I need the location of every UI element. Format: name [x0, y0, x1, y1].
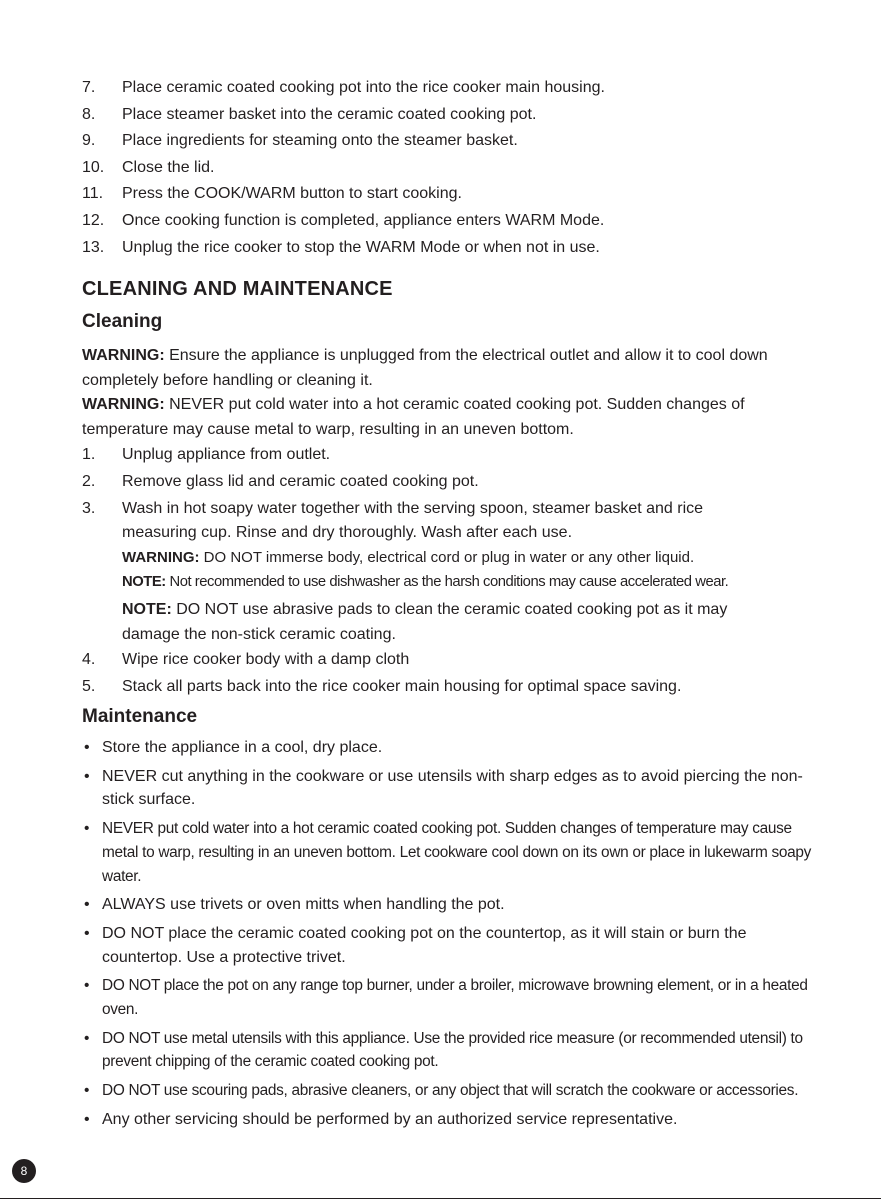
step-number: 2. [82, 472, 96, 490]
list-item [82, 922, 812, 969]
bullet-icon: • [84, 767, 90, 785]
cleaning-warning-cold-water [82, 393, 812, 442]
bottom-divider [0, 1198, 881, 1199]
step-text: Close the lid. [122, 158, 215, 176]
bullet-icon: • [84, 1110, 90, 1128]
step-text: Place ingredients for steaming onto the steamer basket. [122, 132, 518, 150]
note-label: NOTE: [122, 601, 172, 619]
step-text: Once cooking function is completed, appliance enters WARM Mode. [122, 211, 605, 229]
list-item [82, 1108, 812, 1132]
step3-note-dishwasher [122, 571, 762, 593]
step3-warning [122, 547, 762, 569]
page-number: 8 [12, 1159, 36, 1183]
list-item [82, 235, 605, 262]
bullet-text: ALWAYS use trivets or oven mitts when handling the pot. [102, 896, 505, 914]
step-number: 7. [82, 79, 96, 96]
cleaning-warning-unplug [82, 344, 812, 393]
section-title: CLEANING AND MAINTENANCE [82, 278, 393, 300]
step-number: 3. [82, 500, 96, 518]
list-item [82, 736, 812, 760]
step3-note-abrasive [122, 598, 782, 647]
list-item [82, 1027, 812, 1074]
bullet-text: DO NOT place the pot on any range top burner, under a broiler, microwave browning element, or in a heated oven. [102, 977, 808, 1019]
bullet-icon: • [84, 896, 90, 914]
bullet-text: Any other servicing should be performed by an authorized service representative. [102, 1110, 678, 1128]
warning-text: Ensure the appliance is unplugged from the electrical outlet and allow it to cool down completely before handling or cleaning it. [82, 347, 768, 389]
step-number: 13. [82, 238, 105, 256]
step-number: 9. [82, 132, 96, 150]
step-text: Remove glass lid and ceramic coated cooking pot. [122, 472, 479, 490]
list-item [82, 495, 762, 647]
step-text: Place ceramic coated cooking pot into the rice cooker main housing. [122, 79, 605, 96]
step-number: 10. [82, 158, 105, 176]
note-label: NOTE: [122, 574, 166, 591]
cleaning-steps-list [82, 442, 762, 700]
bullet-text: DO NOT place the ceramic coated cooking pot on the countertop, as it will stain or burn the countertop. Use a protective trivet. [102, 924, 747, 966]
list-item [82, 817, 812, 888]
warning-label: WARNING: [122, 549, 200, 567]
maintenance-list [82, 736, 812, 1137]
bullet-icon: • [84, 820, 90, 838]
list-item [82, 765, 812, 812]
bullet-icon: • [84, 739, 90, 756]
list-item [82, 75, 605, 102]
step-text: Unplug the rice cooker to stop the WARM Mode or when not in use. [122, 238, 600, 256]
cleaning-heading: Cleaning [82, 311, 163, 332]
step-text: Wipe rice cooker body with a damp cloth [122, 651, 410, 669]
step-text: Place steamer basket into the ceramic coated cooking pot. [122, 105, 537, 123]
list-item [82, 181, 605, 208]
step-number: 11. [82, 185, 104, 203]
warning-text: DO NOT immerse body, electrical cord or plug in water or any other liquid. [203, 549, 695, 567]
bullet-text: Store the appliance in a cool, dry place. [102, 739, 383, 756]
list-item [82, 208, 605, 235]
step-text: Wash in hot soapy water together with the serving spoon, steamer basket and rice measuring cup. Rinse and dry thoroughly. Wash after each use. [122, 500, 704, 542]
warning-label: WARNING: [82, 396, 165, 413]
list-item [82, 674, 762, 701]
list-item [82, 102, 605, 129]
note-text: Not recommended to use dishwasher as the harsh conditions may cause accelerated wear. [169, 574, 729, 591]
list-item [82, 893, 812, 917]
list-item [82, 442, 762, 469]
step-number: 12. [82, 211, 105, 229]
list-item [82, 1079, 812, 1103]
bullet-icon: • [84, 977, 90, 995]
list-item [82, 974, 812, 1021]
bullet-text: NEVER cut anything in the cookware or use utensils with sharp edges as to avoid piercing the non-stick surface. [102, 767, 803, 809]
step-number: 8. [82, 105, 96, 123]
maintenance-heading: Maintenance [82, 706, 198, 727]
bullet-icon: • [84, 924, 90, 942]
bullet-text: DO NOT use scouring pads, abrasive cleaners, or any object that will scratch the cookware or accessories. [102, 1082, 799, 1100]
list-item [82, 647, 762, 674]
list-item [82, 155, 605, 182]
step-text: Stack all parts back into the rice cooker main housing for optimal space saving. [122, 677, 682, 695]
note-text: DO NOT use abrasive pads to clean the ceramic coated cooking pot as it may damage the non-stick ceramic coating. [122, 601, 728, 643]
bullet-icon: • [84, 1082, 90, 1100]
warning-text: NEVER put cold water into a hot ceramic coated cooking pot. Sudden changes of temperature may cause metal to warp, resulting in an uneven bottom. [82, 396, 745, 438]
bullet-text: NEVER put cold water into a hot ceramic coated cooking pot. Sudden changes of temperature may cause metal to warp, resulting in an uneven bottom. Let cookware cool down on its own or place in lukewarm soapy water. [102, 820, 812, 885]
step-text: Press the COOK/WARM button to start cooking. [122, 185, 462, 203]
step-number: 5. [82, 677, 96, 695]
steps-list-top [82, 75, 605, 261]
step-number: 4. [82, 651, 96, 669]
step-text: Unplug appliance from outlet. [122, 446, 331, 463]
warning-label: WARNING: [82, 347, 165, 364]
step-number: 1. [82, 446, 96, 463]
list-item [82, 469, 762, 496]
bullet-icon: • [84, 1029, 90, 1047]
list-item [82, 128, 605, 155]
bullet-text: DO NOT use metal utensils with this appliance. Use the provided rice measure (or recommended utensil) to prevent chipping of the ceramic coated cooking pot. [102, 1029, 803, 1071]
